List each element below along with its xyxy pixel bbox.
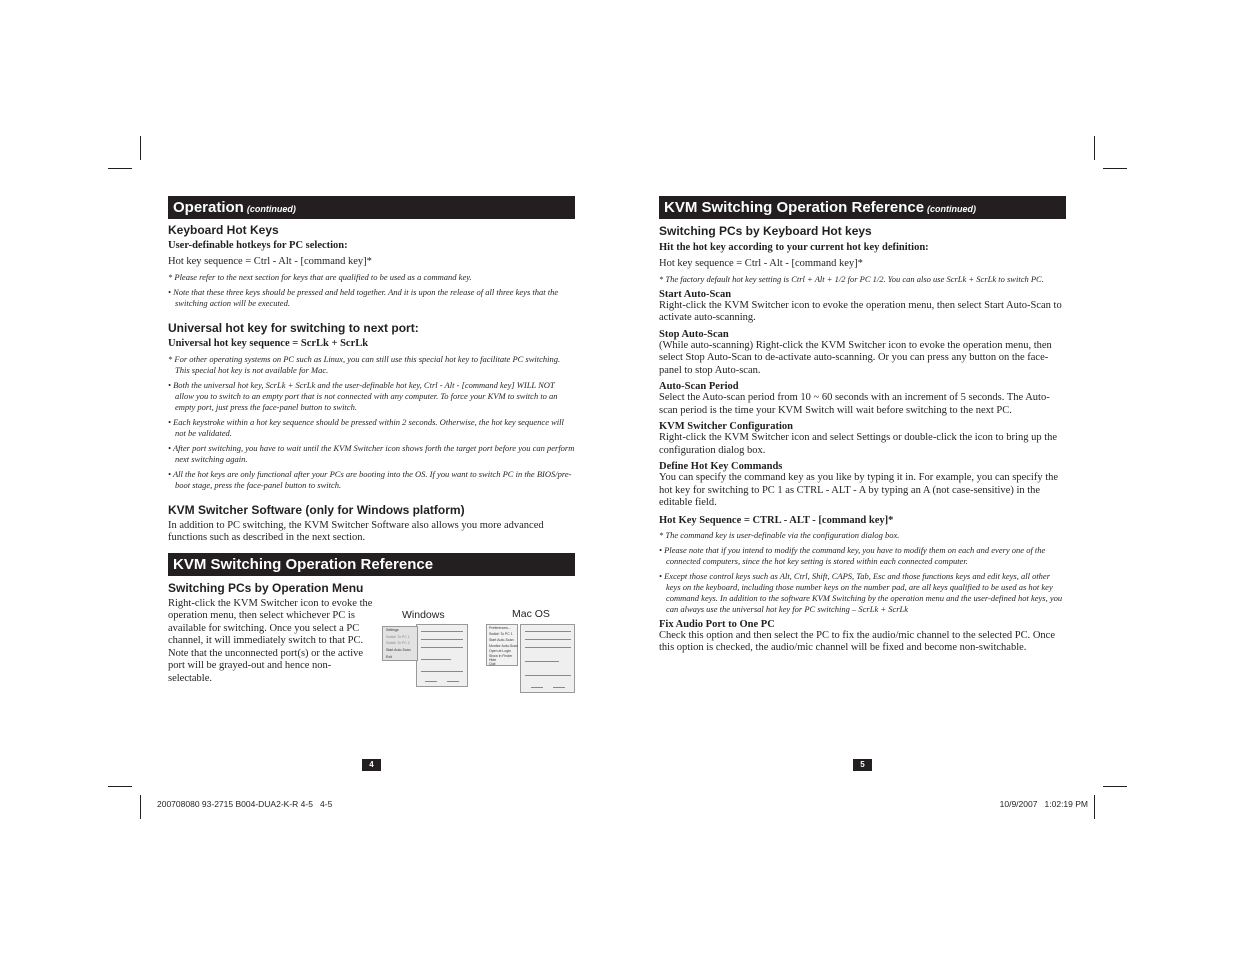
user-definable-subheading: User-definable hotkeys for PC selection: [168,240,348,251]
footer-left: 200708080 93-2715 B004-DUA2-K-R 4-5 4-5 [157,799,333,809]
page-number-left: 4 [362,759,381,771]
item-body: You can specify the command key as you like by typing it in. For example, you can specify the hot key for switching to PC 1 as CTRL - ALT - A by typing an A (not case-sensitive) in the editable field. [659,472,1059,508]
crop-mark [108,168,132,169]
universal-hot-key-heading: Universal hot key for switching to next port: [168,320,419,335]
item-body: Right-click the KVM Switcher icon and select Settings or double-click the icon to bring up the configuration dialog box. [659,432,1058,456]
note: • Note that these three keys should be pressed and held together. And it is upon the release of all three keys that the switching action will be executed. [168,286,559,308]
note: • Except those control keys such as Alt, Ctrl, Shift, CAPS, Tab, Esc and those functions keys and edit keys, all other keys on the keyboard, including those number keys on the number pad, are all keys qualified to be used as hot key command keys. In addition to the software KVM Switching by the operation menu and the user-defined hot keys, you can always use the universal hot key for PC switching – ScrLk + ScrLk [659,570,1063,614]
crop-mark [1103,168,1127,169]
section-title: KVM Switching Operation Reference [173,555,434,573]
page-number-right: 5 [853,759,872,771]
item-title: Define Hot Key Commands [659,461,783,472]
item-title: Start Auto-Scan [659,288,732,300]
hit-hot-key-subheading: Hit the hot key according to your current hot key definition: [659,242,929,253]
crop-mark [140,136,141,160]
note: • Each keystroke within a hot key sequence should be pressed within 2 seconds. Otherwise, the hot key sequence will not be validated. [168,416,564,438]
item-title: Stop Auto-Scan [659,328,729,340]
right-page [659,196,1066,655]
item-body: Right-click the KVM Switcher icon to evoke the operation menu, then select Start Auto-Scan to activate auto-scanning. [659,299,1062,323]
software-body: In addition to PC switching, the KVM Switcher Software also allows you more advanced functions such as described in the next section. [168,519,544,543]
item-body: (While auto-scanning) Right-click the KVM Switcher icon to evoke the operation menu, then select Stop Auto-Scan to de-activate auto-scanning. Or you can press any button on the face-panel to stop Auto-scan. [659,339,1052,376]
item-title: KVM Switcher Configuration [659,421,793,432]
menu-item: Monitor Auto-Scan [489,644,518,648]
crop-mark [140,795,141,819]
crop-mark [1094,136,1095,160]
operation-section-bar [168,196,575,219]
reference-continued-section-bar [659,196,1066,219]
note: * The command key is user-definable via the configuration dialog box. [659,529,900,540]
note: * For other operating systems on PC such as Linux, you can still use this special hot key to facilitate PC switching. This special hot key is not available for Mac. [168,353,561,375]
crop-mark [1103,786,1127,787]
universal-sequence: Universal hot key sequence = ScrLk + ScrLk [168,337,369,349]
menu-item: Start Auto-Scan [489,638,514,642]
continued-label: (continued) [927,204,977,214]
note: • All the hot keys are only functional after your PCs are booting into the OS. If you want to switch PC in the BIOS/pre-boot stage, press the face-panel button to switch. [168,468,572,490]
menu-item: Preferences... [489,626,511,630]
keyboard-hot-keys-heading: Switching PCs by Keyboard Hot keys [659,224,872,238]
mac-context-menu [486,624,518,666]
menu-item: Hide [489,658,497,662]
hot-key-sequence: Hot key sequence = Ctrl - Alt - [command key]* [168,256,372,267]
footer-right: 10/9/2007 1:02:19 PM [999,799,1088,809]
item-title: Auto-Scan Period [659,381,739,392]
windows-settings-dialog [416,624,468,687]
windows-context-menu [382,626,418,661]
operation-menu-heading: Switching PCs by Operation Menu [168,580,364,595]
menu-item: Settings [386,628,399,632]
menu-item: Switch To PC 1 [386,635,410,639]
windows-label: Windows [402,609,445,621]
menu-item: Quit [489,662,496,666]
keyboard-hot-keys-heading: Keyboard Hot Keys [168,223,279,237]
fix-audio-title: Fix Audio Port to One PC [659,618,775,630]
software-heading: KVM Switcher Software (only for Windows platform) [168,502,465,517]
reference-section-bar [168,553,575,576]
section-title: KVM Switching Operation Reference [664,199,925,216]
menu-item: Switch To PC 2 [386,641,410,645]
menu-item: Start Auto-Scan [386,648,411,652]
factory-default-note: * The factory default hot key setting is Ctrl + Alt + 1/2 for PC 1/2. You can also use ScrLk + ScrLk to switch PC. [659,273,1044,284]
crop-mark [108,786,132,787]
menu-item: Show in Finder [489,654,513,658]
mac-settings-dialog [520,624,575,693]
mac-label: Mac OS [512,608,550,620]
item-body: Select the Auto-scan period from 10 ~ 60 seconds with an increment of 5 seconds. The Auto-scan period is the time your KVM Switch will wait before switching to the next PC. [659,392,1050,416]
note: * Please refer to the next section for keys that are qualified to be used as a command key. [168,271,472,282]
menu-item: Exit [386,655,392,659]
hot-key-sequence: Hot key sequence = Ctrl - Alt - [command key]* [659,258,863,269]
crop-mark [1094,795,1095,819]
operation-menu-body: Right-click the KVM Switcher icon to evoke the operation menu, then select whichever PC is available for switching. Once you select a PC channel, it will immediately switch to that PC. Note that the unconnected port(s) or the active port will be grayed-out and hence non-selectable. [168,597,373,684]
fix-audio-body: Check this option and then select the PC to fix the audio/mic channel to the selected PC. Once this option is checked, the audio/mic channel will be fixed and become non-switchable. [659,629,1055,653]
note: • After port switching, you have to wait until the KVM Switcher icon shows forth the target port before you can perform next switching again. [168,442,575,464]
section-title: Operation [173,199,244,216]
continued-label: (continued) [246,204,296,214]
hot-key-sequence-heading: Hot Key Sequence = CTRL - ALT - [command key]* [659,514,894,526]
note: • Both the universal hot key, ScrLk + ScrLk and the user-definable hot key, Ctrl - Alt - [command key] WILL NOT allow you to switch to an empty port that is not connected with any computer. To force your KVM to switch to an empty port, just press the face-panel button to switch. [168,379,558,412]
note: • Please note that if you intend to modify the command key, you have to modify them on each and every one of the connected computers, since the hot key setting is stored within each connected computer. [659,544,1046,566]
menu-item: Switch To PC 1 [489,632,513,636]
menu-item: Open at Login [489,649,511,653]
